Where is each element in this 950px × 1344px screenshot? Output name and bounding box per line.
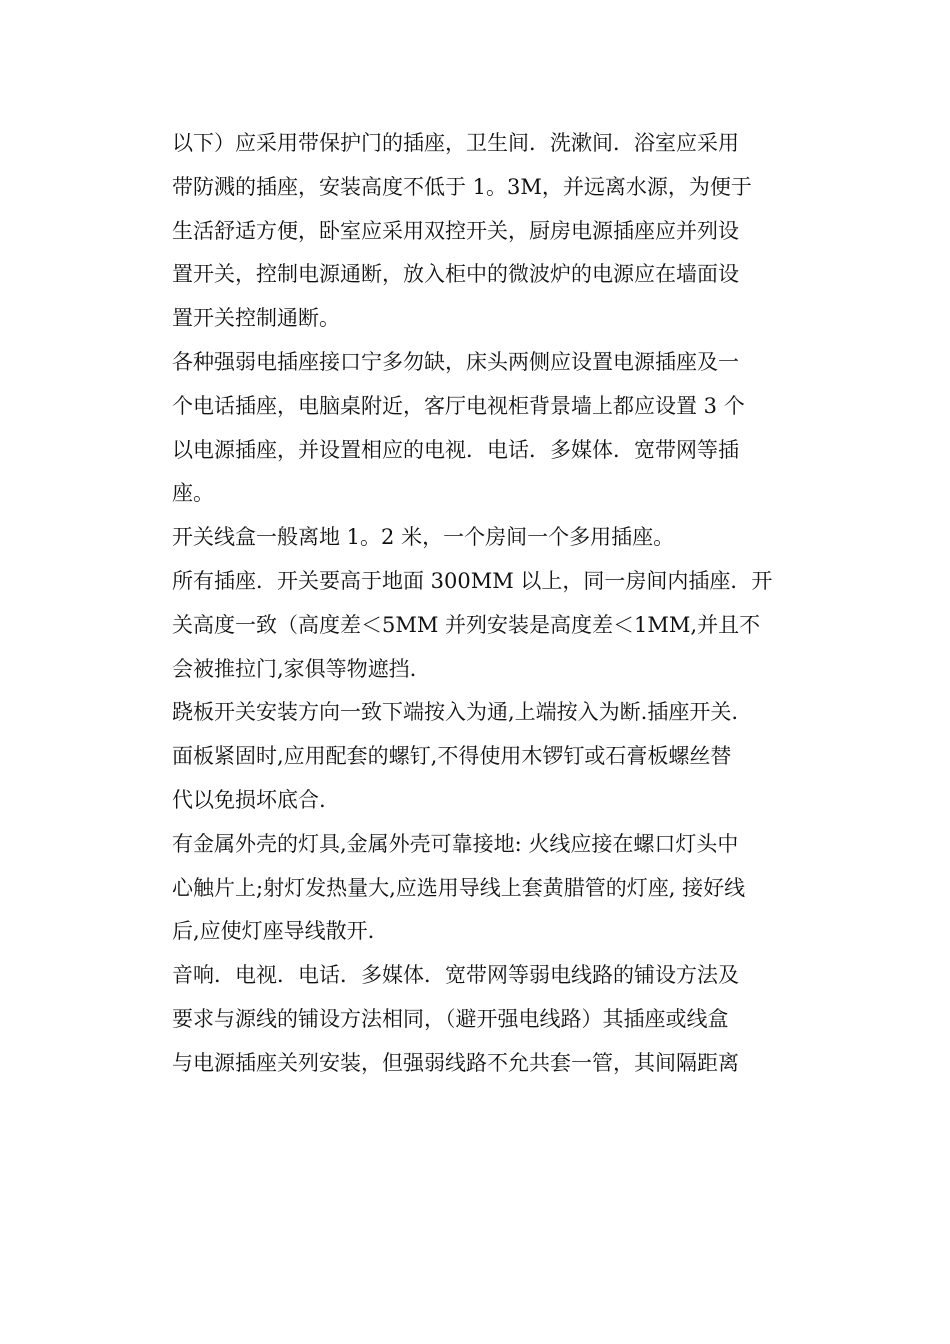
document-body-text xyxy=(172,122,792,1086)
text-line: 座。 xyxy=(172,481,214,506)
text-line: 与电源插座关列安装，但强弱线路不允共套一管，其间隔距离 xyxy=(172,1050,739,1075)
text-line: 各种强弱电插座接口宁多勿缺，床头两侧应设置电源插座及一 xyxy=(172,349,739,374)
text-line: 以电源插座，并设置相应的电视．电话．多媒体．宽带网等插 xyxy=(172,437,739,462)
text-line: 要求与源线的铺设方法相同，（避开强电线路）其插座或线盒 xyxy=(172,1006,729,1031)
text-line: 个电话插座，电脑桌附近，客厅电视柜背景墙上都应设置 3 个 xyxy=(172,393,745,418)
text-line: 心触片上;射灯发热量大,应选用导线上套黄腊管的灯座, 接好线 xyxy=(172,875,746,900)
text-line: 以下）应采用带保护门的插座，卫生间．洗漱间．浴室应采用 xyxy=(172,131,739,155)
text-line: 所有插座．开关要高于地面 300MM 以上，同一房间内插座．开 xyxy=(172,568,773,593)
text-line: 后,应使灯座导线散开. xyxy=(172,919,375,944)
text-line: 带防溅的插座，安装高度不低于 1。3M，并远离水源，为便于 xyxy=(172,174,752,199)
text-line: 置开关，控制电源通断，放入柜中的微波炉的电源应在墙面设 xyxy=(172,262,739,287)
text-line: 面板紧固时,应用配套的螺钉,不得使用木锣钉或石膏板螺丝替 xyxy=(172,744,732,769)
text-line: 有金属外壳的灯具,金属外壳可靠接地: 火线应接在螺口灯头中 xyxy=(172,831,739,856)
text-line: 代以免损坏底合. xyxy=(172,787,326,812)
text-line: 跷板开关安装方向一致下端按入为通,上端按入为断.插座开关. xyxy=(172,700,739,725)
text-line: 关高度一致（高度差＜5MM 并列安装是高度差＜1MM,并且不 xyxy=(172,612,761,637)
text-line: 会被推拉门,家俱等物遮挡. xyxy=(172,656,417,681)
text-line: 置开关控制通断。 xyxy=(172,306,340,331)
text-line: 生活舒适方便，卧室应采用双控开关，厨房电源插座应并列设 xyxy=(172,218,739,243)
text-line: 开关线盒一般离地 1。2 米，一个房间一个多用插座。 xyxy=(172,525,675,550)
text-line: 音响．电视．电话．多媒体．宽带网等弱电线路的铺设方法及 xyxy=(172,963,739,988)
